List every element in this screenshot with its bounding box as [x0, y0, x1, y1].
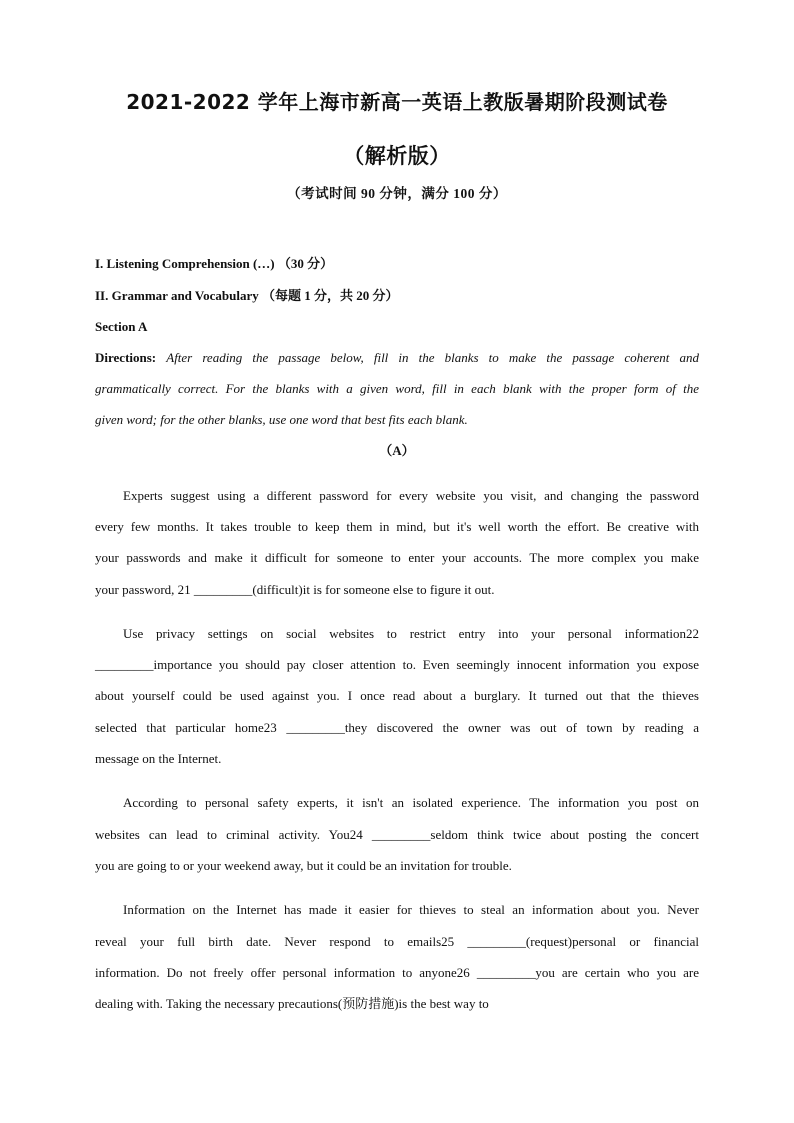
section-a-heading: Section A: [95, 319, 148, 334]
paragraph-line: dealing with. Taking the necessary precautions(预防措施)is the best way to: [95, 996, 489, 1011]
document-title: 2021-2022 学年上海市新高一英语上教版暑期阶段测试卷: [126, 90, 668, 114]
directions-line-2: grammatically correct. For the blanks with a given word, fill in each blank with the proper form of the: [95, 381, 699, 396]
paragraph-line: reveal your full birth date. Never respond to emails25 _________(request)personal or financial: [95, 934, 699, 949]
paragraph-line: your password, 21 _________(difficult)it is for someone else to figure it out.: [95, 582, 495, 597]
document-subtitle: （解析版）: [343, 144, 451, 168]
directions-line-1: [95, 349, 699, 367]
part-grammar-heading: II. Grammar and Vocabulary （每题 1 分，共 20 分）: [95, 288, 399, 303]
directions-label: Directions:: [95, 350, 157, 365]
directions-text-1: After reading the passage below, fill in the blanks to make the passage coherent and: [166, 350, 699, 365]
paragraph-line: message on the Internet.: [95, 751, 222, 766]
paragraph-line: _________importance you should pay closer attention to. Even seemingly innocent information you expose: [95, 657, 699, 672]
exam-info: （考试时间 90 分钟，满分 100 分）: [287, 186, 507, 201]
directions-line-3: given word; for the other blanks, use one word that best fits each blank.: [95, 412, 468, 427]
part-listening-heading: I. Listening Comprehension (…) （30 分）: [95, 256, 334, 271]
paragraph-line: information. Do not freely offer personal information to anyone26 _________you are certain who you are: [95, 965, 699, 980]
paragraph-line: about yourself could be used against you. I once read about a burglary. It turned out that the thieves: [95, 688, 699, 703]
paragraph-line: selected that particular home23 _________they discovered the owner was out of town by reading a: [95, 720, 699, 735]
paragraph-line: Use privacy settings on social websites to restrict entry into your personal information22: [123, 626, 699, 641]
paragraph-line: every few months. It takes trouble to keep them in mind, but it's well worth the effort. Be creative with: [95, 519, 699, 534]
paragraph-line: According to personal safety experts, it isn't an isolated experience. The information you post on: [123, 795, 699, 810]
paragraph-line: Experts suggest using a different password for every website you visit, and changing the password: [123, 488, 699, 503]
passage-label: （A）: [379, 443, 415, 458]
paragraph-line: Information on the Internet has made it easier for thieves to steal an information about you. Never: [123, 902, 699, 917]
paragraph-line: your passwords and make it difficult for someone to enter your accounts. The more complex you make: [95, 550, 699, 565]
paragraph-line: websites can lead to criminal activity. You24 _________seldom think twice about posting the concert: [95, 827, 699, 842]
paragraph-line: you are going to or your weekend away, but it could be an invitation for trouble.: [95, 858, 512, 873]
